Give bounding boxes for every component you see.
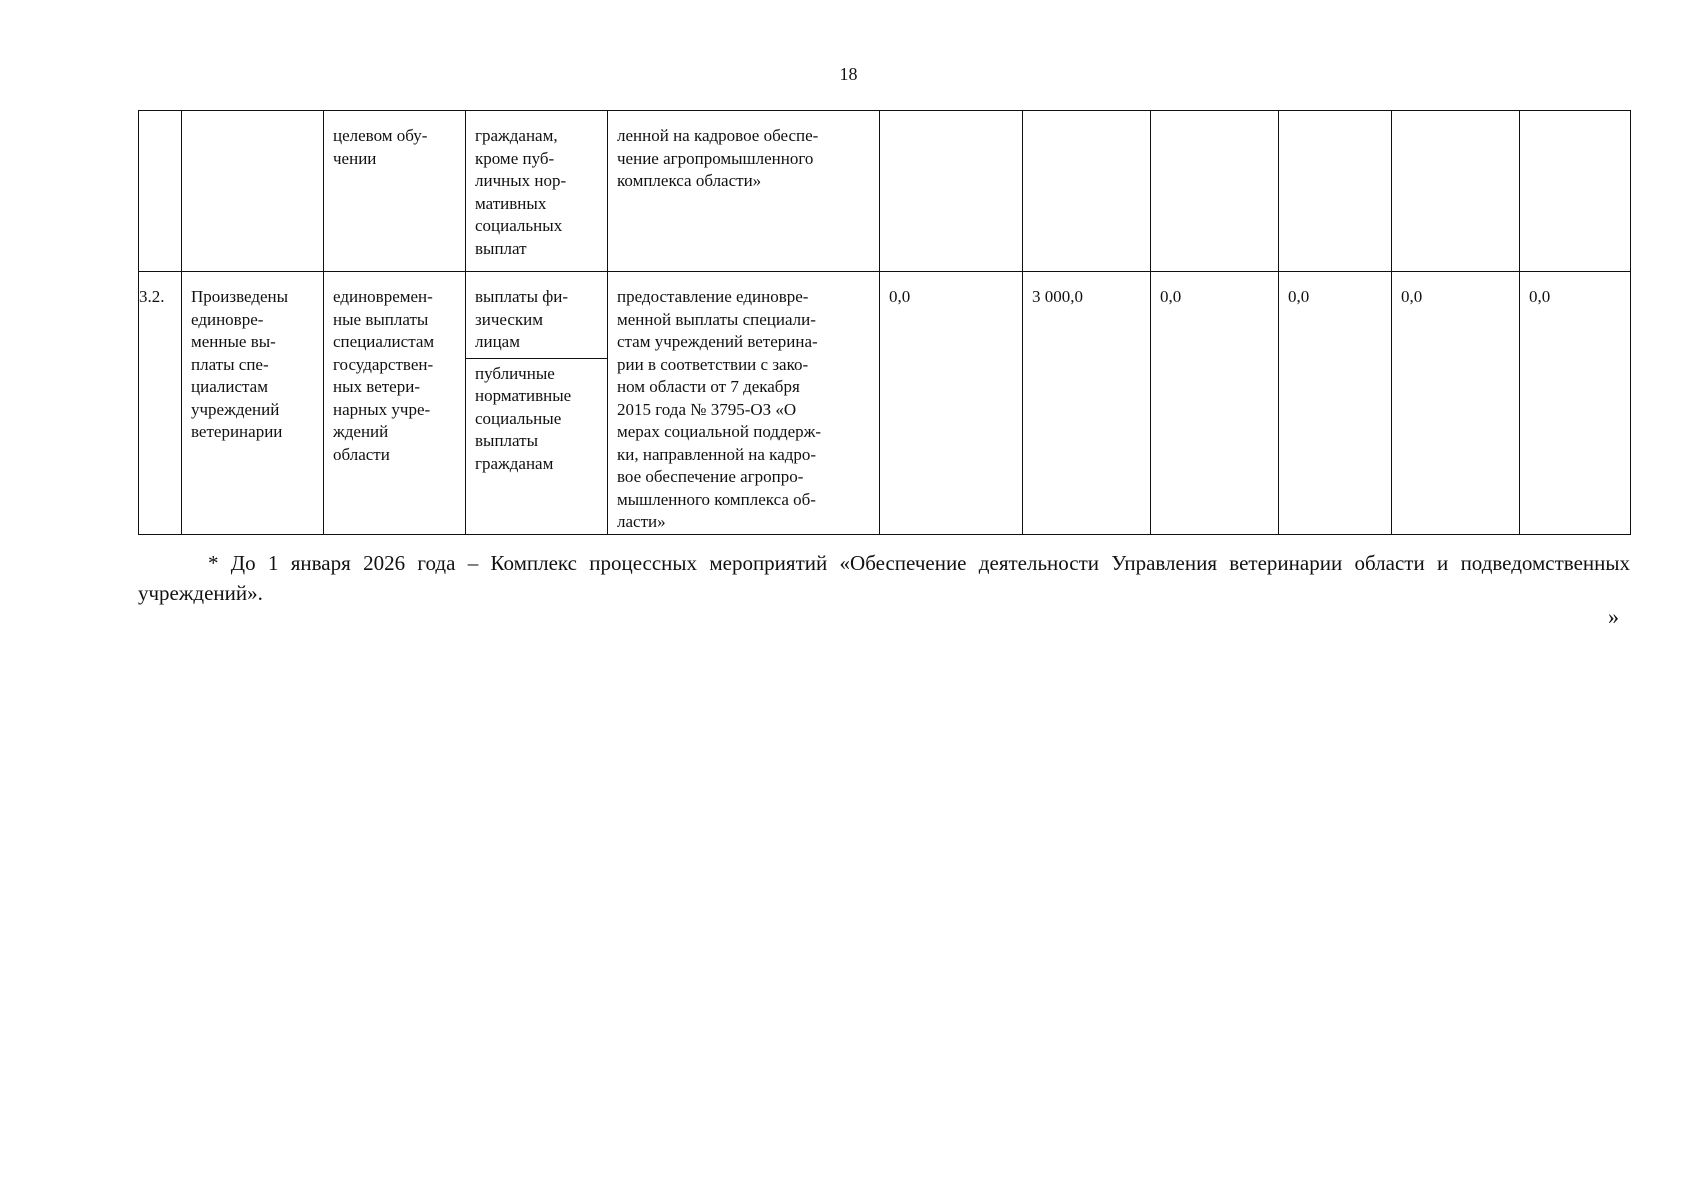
row-number: [139, 111, 182, 272]
value-cell: 0,0: [1392, 272, 1520, 535]
value-cell: [1392, 111, 1520, 272]
event-cell: единовремен- ные выплаты специалистам государствен- ных ветери- нарных учре- ждений области: [324, 272, 466, 535]
event-cell: целевом обу- чении: [324, 111, 466, 272]
basis-cell: ленной на кадровое обеспе- чение агропромышленного комплекса области»: [608, 111, 880, 272]
payment-type-cell: гражданам, кроме пуб- личных нор- мативных социальных выплат: [466, 111, 608, 272]
value-cell: 0,0: [880, 272, 1023, 535]
result-cell: [182, 111, 324, 272]
value-cell: 3 000,0: [1023, 272, 1151, 535]
row-number: 3.2.: [139, 272, 182, 535]
value-cell: [1279, 111, 1392, 272]
basis-cell: предоставление единовре- менной выплаты специали- стам учреждений ветерина- рии в соответствии с зако- ном области от 7 декабря 2015 года № 3795-ОЗ «О мерах социальной поддерж- ки, направленной на кадро- вое обеспечение агропро- мышленного комплекса об- ласти»: [608, 272, 880, 535]
payment-type-public: публичные нормативные социальные выплаты гражданам: [475, 363, 572, 473]
closing-quote: »: [1608, 604, 1619, 629]
value-cell: [880, 111, 1023, 272]
value-cell: [1520, 111, 1631, 272]
program-table: [138, 110, 1631, 535]
footnote: * До 1 января 2026 года – Комплекс процессных мероприятий «Обеспечение деятельности Управления ветеринарии области и подведомственных учреждений».: [138, 551, 1630, 605]
result-cell: Произведены единовре- менные вы- платы спе- циалистам учреждений ветеринарии: [182, 272, 324, 535]
table-row: [139, 111, 1631, 272]
payment-type-cell: [466, 272, 608, 535]
value-cell: [1151, 111, 1279, 272]
value-cell: [1023, 111, 1151, 272]
value-cell: 0,0: [1279, 272, 1392, 535]
page-number: 18: [839, 64, 858, 84]
value-cell: 0,0: [1151, 272, 1279, 535]
payment-type-individuals: выплаты фи- зическим лицам: [466, 272, 607, 359]
table-row: [139, 272, 1631, 535]
value-cell: 0,0: [1520, 272, 1631, 535]
